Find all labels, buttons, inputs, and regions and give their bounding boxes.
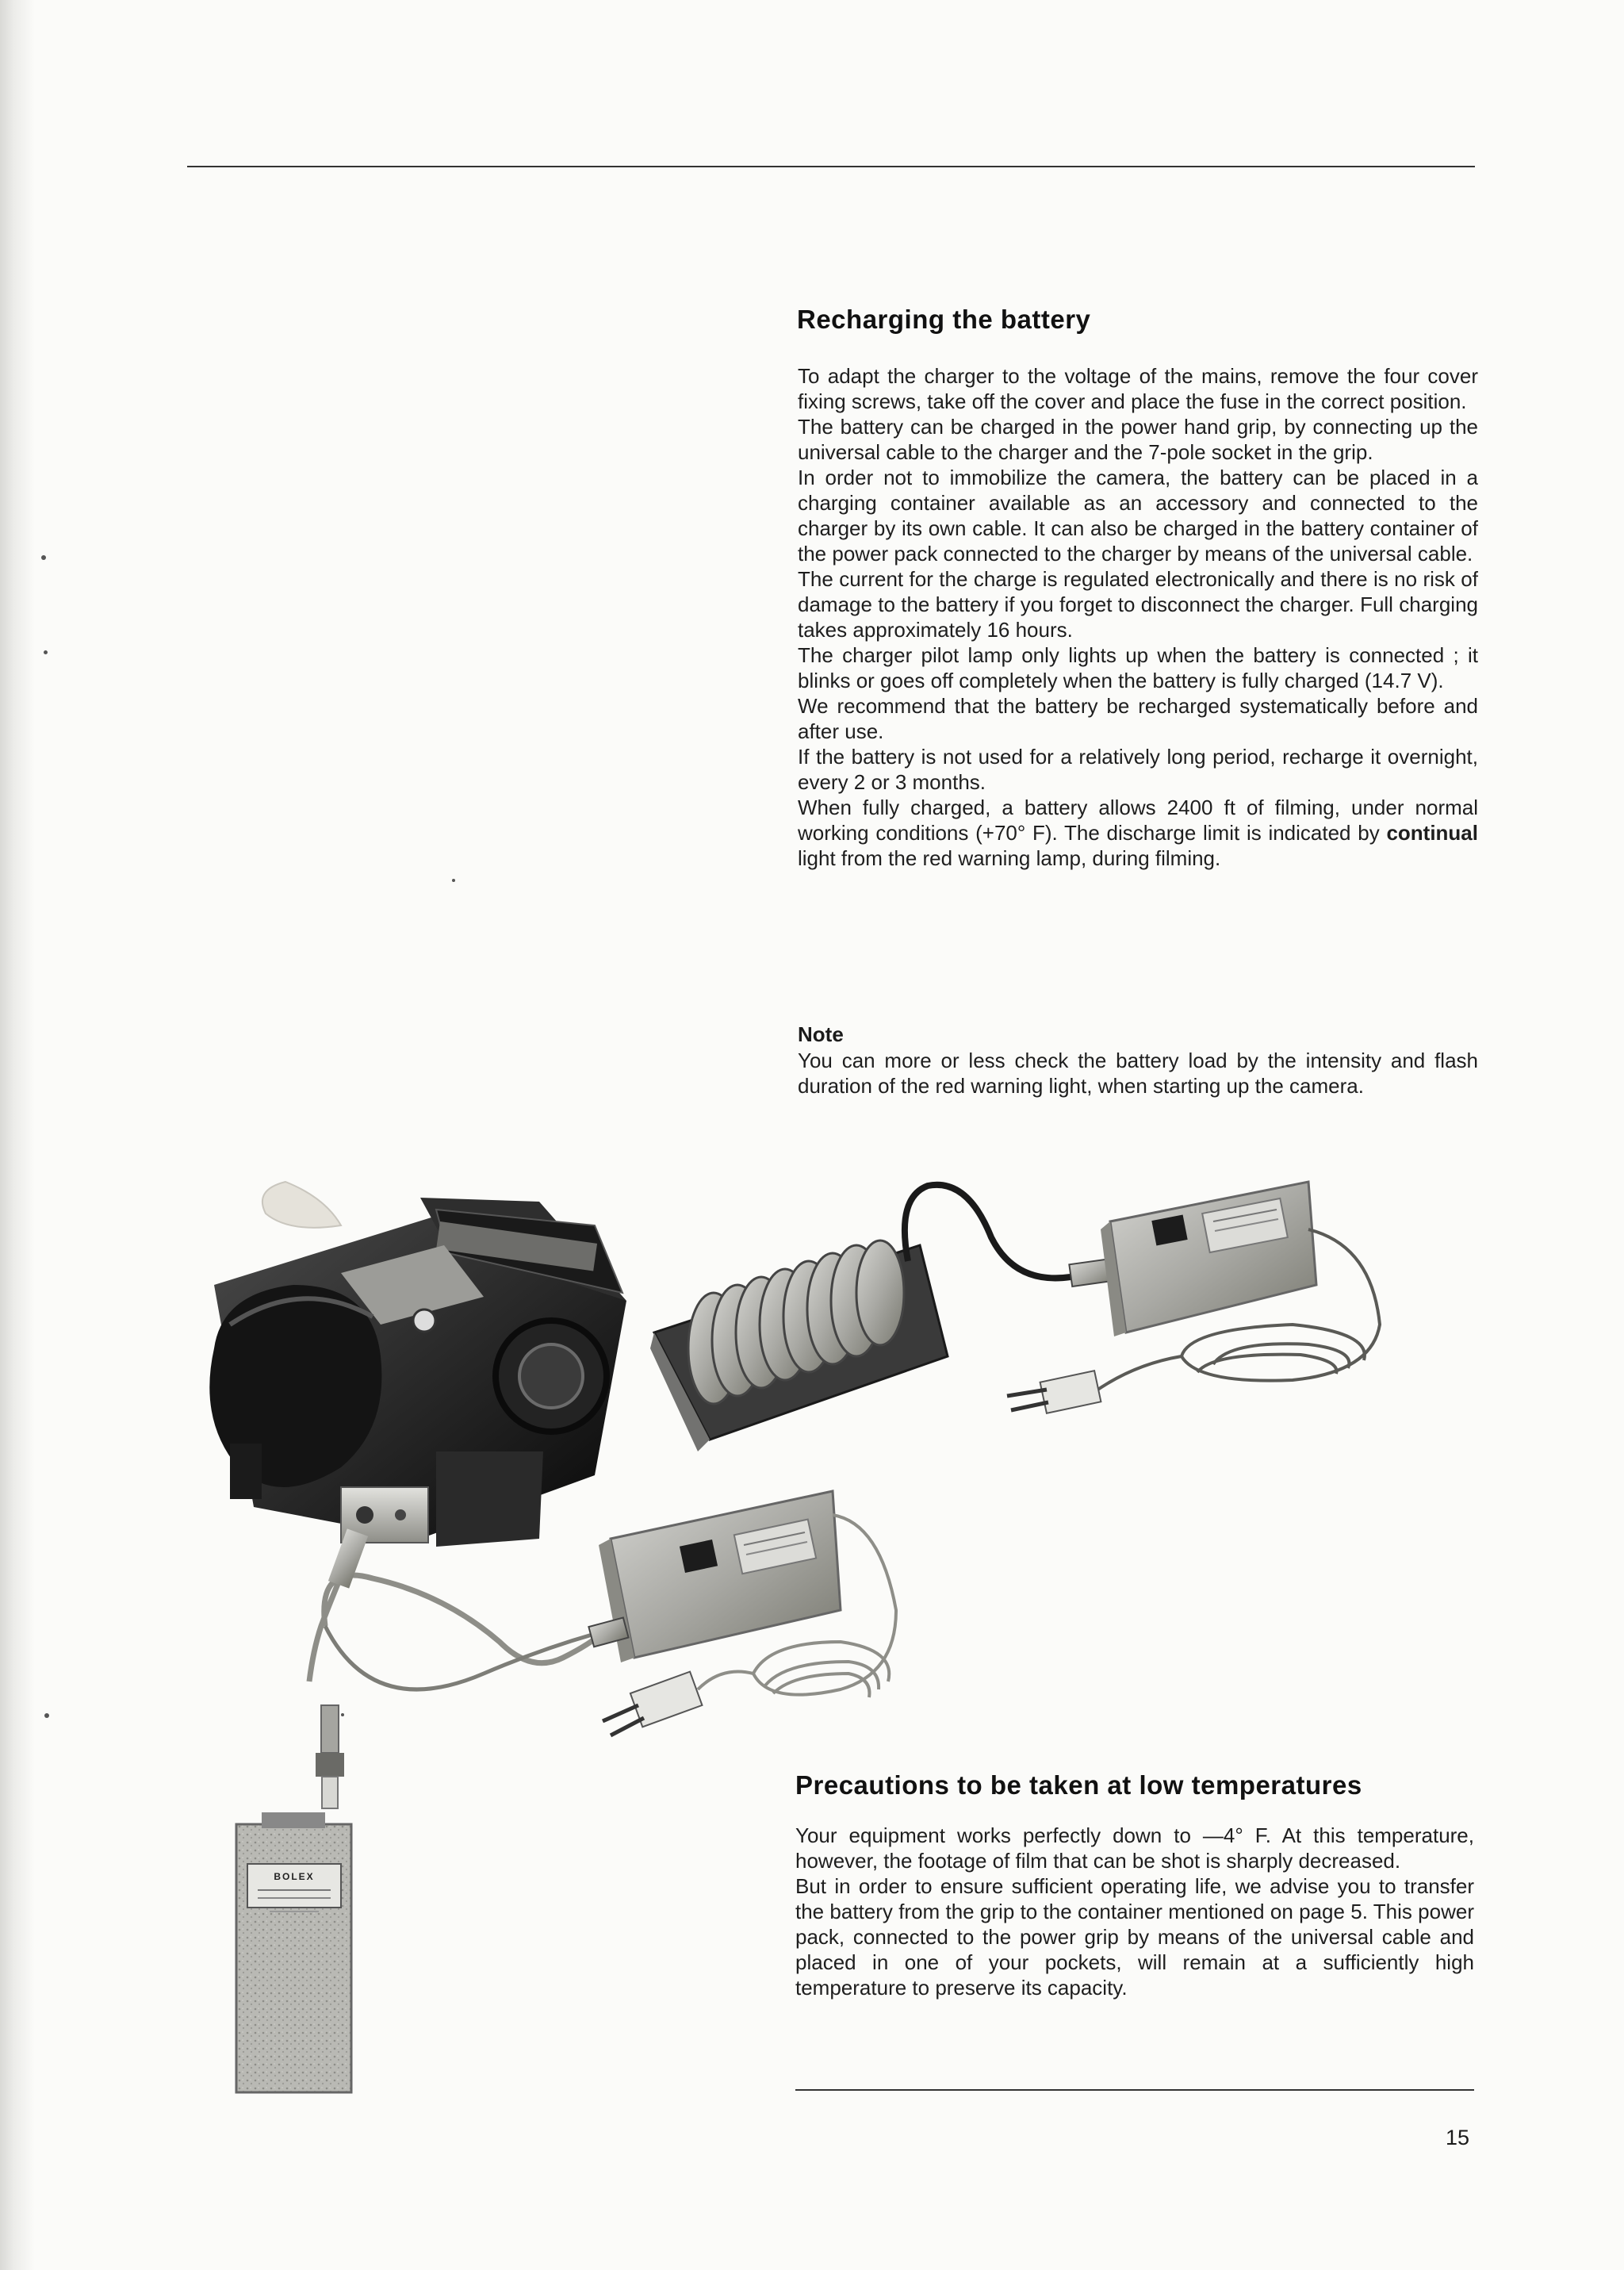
charger-lower	[588, 1491, 841, 1662]
precautions-body	[795, 1823, 1474, 2000]
bottom-rule	[795, 2089, 1474, 2091]
scan-speck	[452, 879, 455, 882]
scan-speck	[41, 555, 46, 560]
battery-container	[236, 1812, 351, 2092]
recharging-body	[798, 363, 1478, 871]
page-binding-edge	[0, 0, 35, 2270]
text-run: When fully charged, a battery allows 2400 ft of filming, under normal working conditions (+70° F). The discharge limit is indicated by	[798, 796, 1478, 845]
note-text: You can more or less check the battery load by the intensity and flash duration of the red warning light, when starting up the camera.	[798, 1049, 1478, 1098]
note-body	[798, 1048, 1478, 1099]
emphasis-continual: continual	[1386, 821, 1478, 845]
recharging-paragraph: The charger pilot lamp only lights up when the battery is connected ; it blinks or goes off completely when the battery is fully charged (14.7 V).	[798, 643, 1478, 692]
mains-plug-lower	[603, 1672, 702, 1735]
recharging-paragraph: We recommend that the battery be recharged systematically before and after use.	[798, 694, 1478, 743]
mains-plug-upper	[1007, 1371, 1101, 1413]
scan-speck	[44, 1713, 49, 1718]
recharging-paragraph: The battery can be charged in the power hand grip, by connecting up the universal cable to the charger and the 7-pole socket in the grip.	[798, 415, 1478, 464]
recharging-paragraph: The current for the charge is regulated electronically and there is no risk of damage to the battery if you forget to disconnect the charger. Full charging takes approximately 16 hours.	[798, 567, 1478, 642]
recharging-paragraph: To adapt the charger to the voltage of the mains, remove the four cover fixing screws, take off the cover and place the fuse in the correct position.	[798, 364, 1478, 413]
precautions-paragraph: But in order to ensure sufficient operating life, we advise you to transfer the battery from the grip to the container mentioned on page 5. This power pack, connected to the power grip by means of the universal cable and placed in one of your pockets, will remain at a sufficiently high temperature to preserve its capacity.	[795, 1874, 1474, 2000]
scan-speck	[341, 1713, 344, 1716]
section-title-recharging: Recharging the battery	[797, 305, 1091, 334]
recharging-paragraph: If the battery is not used for a relatively long period, recharge it overnight, every 2 or 3 months.	[798, 745, 1478, 794]
precautions-paragraph: Your equipment works perfectly down to —4° F. At this temperature, however, the footage of film that can be shot is sharply decreased.	[795, 1823, 1474, 1873]
battery-brand-label: BOLEX	[274, 1871, 315, 1882]
battery-charging-tray	[650, 1240, 948, 1451]
section-title-precautions: Precautions to be taken at low temperatures	[795, 1770, 1362, 1800]
recharging-paragraph: In order not to immobilize the camera, the battery can be placed in a charging container available as an accessory and connected to the charger by its own cable. It can also be charged in the battery container of the power pack connected to the charger by means of the universal cable.	[798, 466, 1478, 566]
charger-upper	[1101, 1182, 1316, 1336]
note-label: Note	[798, 1022, 844, 1046]
scan-speck	[44, 650, 48, 654]
text-run: light from the red warning lamp, during filming.	[798, 846, 1221, 870]
camera-with-grip	[209, 1182, 626, 1547]
top-rule	[187, 166, 1475, 167]
recharging-paragraph	[798, 795, 1478, 871]
page-number: 15	[1446, 2126, 1470, 2149]
